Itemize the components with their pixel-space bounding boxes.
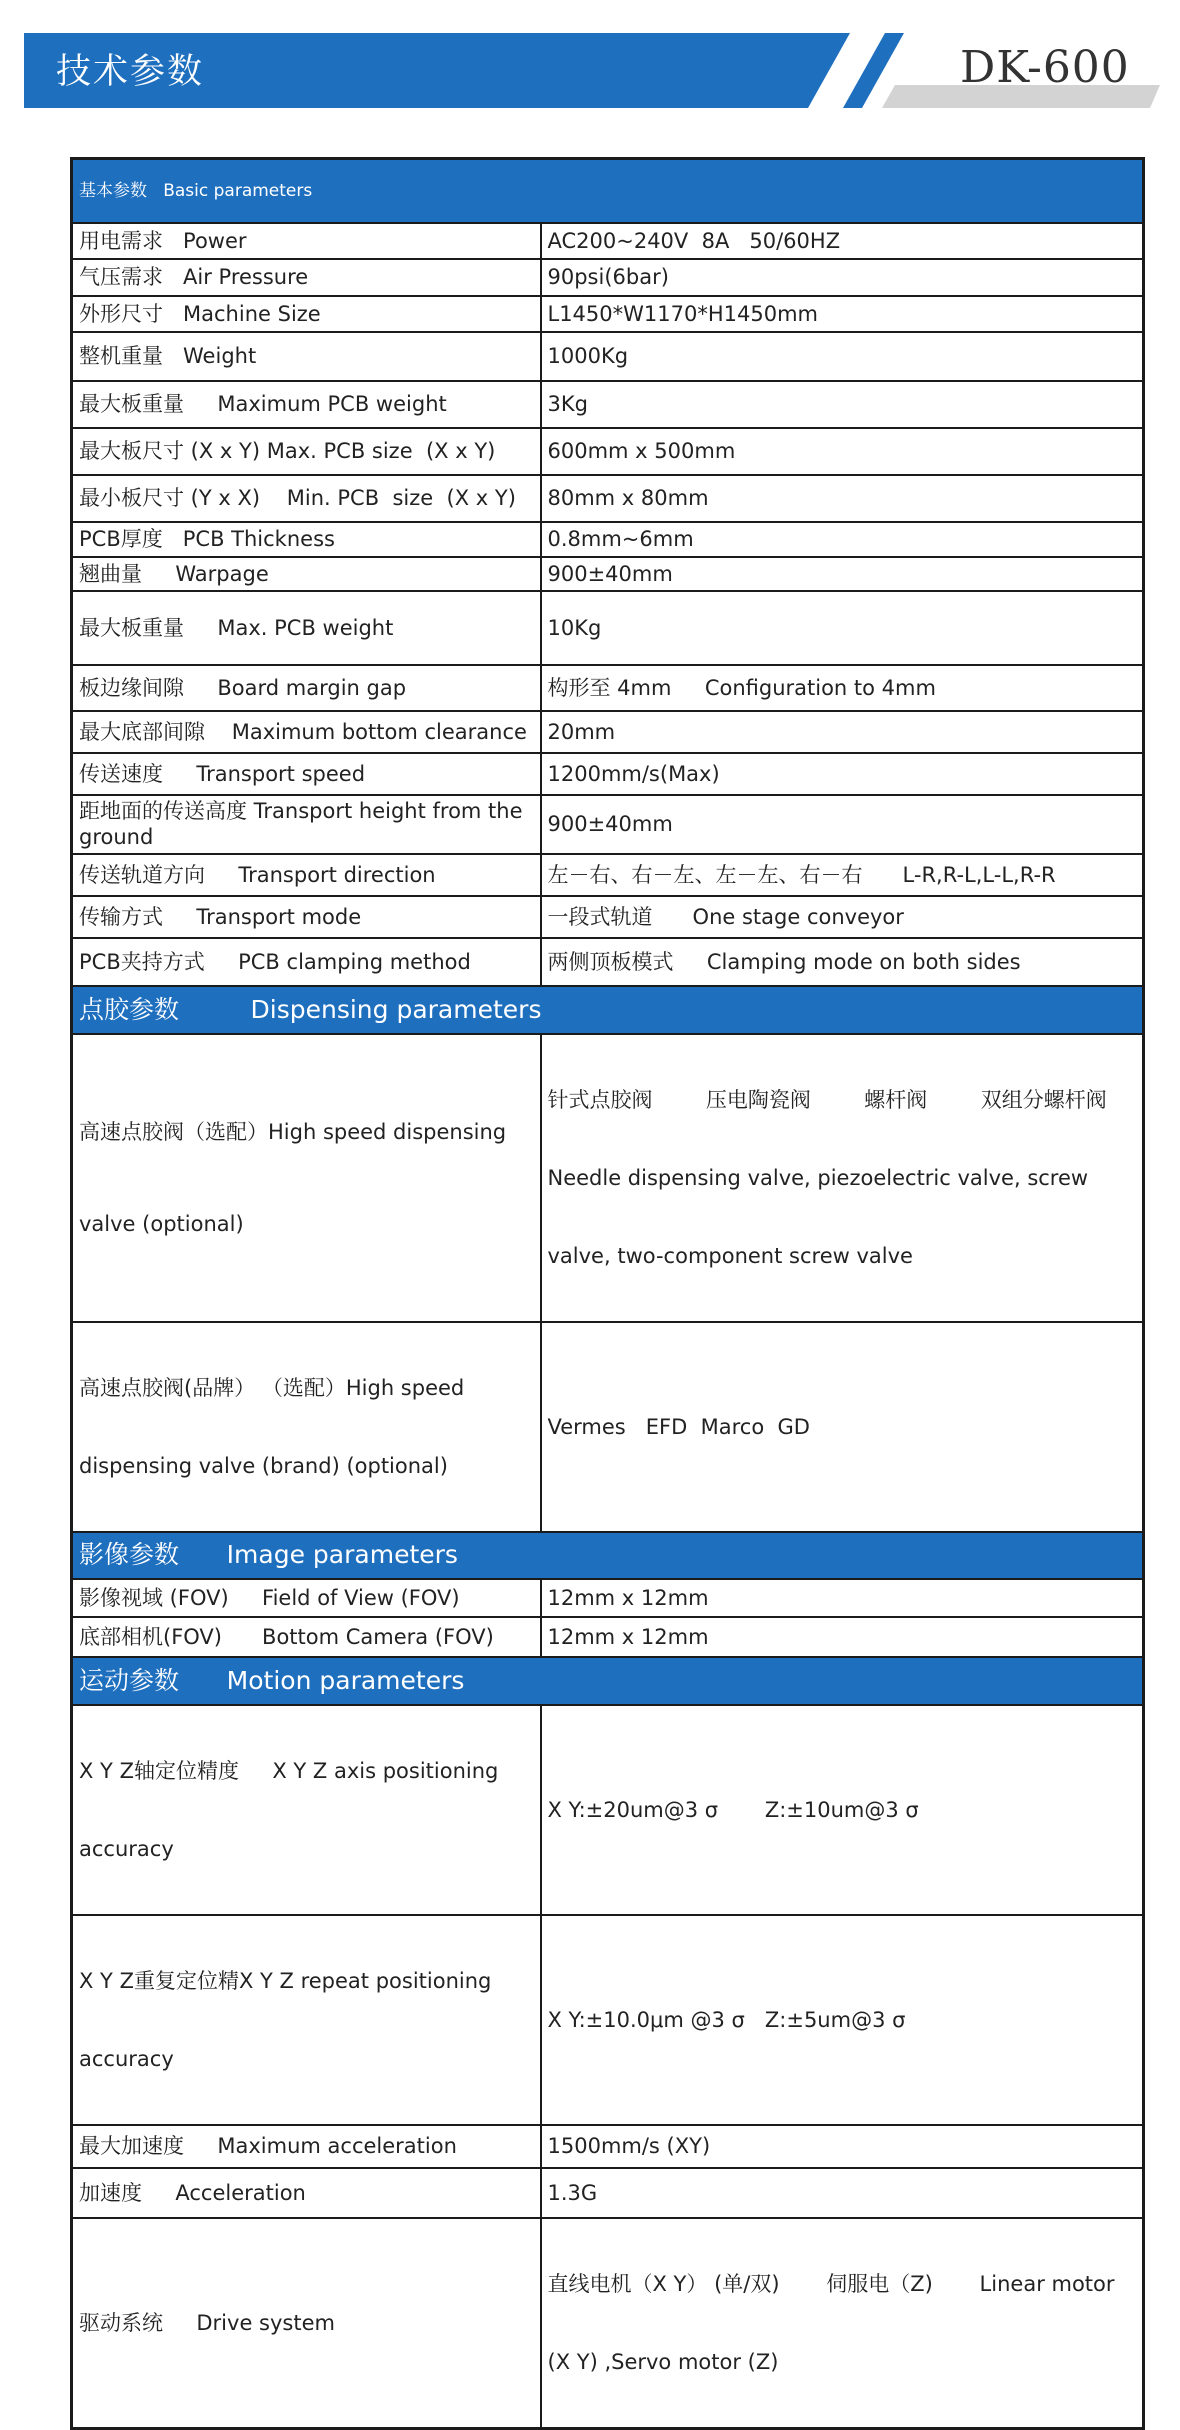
table-row: [72, 223, 1144, 259]
label-line: 高速点胶阀(品牌） （选配）High speed: [79, 1375, 465, 1400]
param-label: 气压需求 Air Pressure: [72, 259, 541, 296]
param-label: PCB夹持方式 PCB clamping method: [72, 938, 541, 986]
param-label: 传送轨道方向 Transport direction: [72, 854, 541, 896]
label-line: X Y Z重复定位精X Y Z repeat positioning: [79, 1968, 492, 1993]
table-row: [72, 2125, 1144, 2168]
param-label: 最大板尺寸 (X x Y) Max. PCB size (X x Y): [72, 428, 541, 475]
param-value: 0.8mm~6mm: [541, 522, 1144, 557]
table-row: [72, 522, 1144, 557]
param-value: X Y:±20um@3 σ Z:±10um@3 σ: [541, 1705, 1144, 1915]
table-row: [72, 1915, 1144, 2125]
param-value: 1.3G: [541, 2168, 1144, 2218]
param-value: 12mm x 12mm: [541, 1579, 1144, 1617]
param-label: 传输方式 Transport mode: [72, 896, 541, 938]
label-line: 高速点胶阀（选配）High speed dispensing: [79, 1119, 507, 1144]
param-value: 20mm: [541, 711, 1144, 753]
section-title: 影像参数 Image parameters: [72, 1532, 1144, 1579]
table-row: [72, 854, 1144, 896]
param-label: 外形尺寸 Machine Size: [72, 296, 541, 332]
param-label: 最小板尺寸 (Y x X) Min. PCB size (X x Y): [72, 475, 541, 522]
param-label: 整机重量 Weight: [72, 332, 541, 381]
param-label: PCB厚度 PCB Thickness: [72, 522, 541, 557]
param-label: [72, 1705, 541, 1915]
param-label: [72, 1322, 541, 1532]
label-line: accuracy: [79, 1836, 174, 1861]
param-value: AC200~240V 8A 50/60HZ: [541, 223, 1144, 259]
param-label: 板边缘间隙 Board margin gap: [72, 665, 541, 711]
param-value: [541, 2218, 1144, 2429]
param-value: 600mm x 500mm: [541, 428, 1144, 475]
table-row: [72, 475, 1144, 522]
table-row: [72, 1617, 1144, 1657]
table-row: [72, 428, 1144, 475]
section-header-image: [72, 1532, 1144, 1579]
label-line: valve (optional): [79, 1211, 244, 1236]
param-value: 1500mm/s (XY): [541, 2125, 1144, 2168]
table-row: [72, 332, 1144, 381]
section-header-motion: [72, 1657, 1144, 1705]
section-title: 点胶参数 Dispensing parameters: [72, 986, 1144, 1034]
table-row: [72, 591, 1144, 665]
param-value: 1000Kg: [541, 332, 1144, 381]
table-row: [72, 896, 1144, 938]
label-line: accuracy: [79, 2046, 174, 2071]
table-row: [72, 665, 1144, 711]
param-value: 1200mm/s(Max): [541, 753, 1144, 795]
param-value: 80mm x 80mm: [541, 475, 1144, 522]
table-row: [72, 938, 1144, 986]
label-line: dispensing valve (brand) (optional): [79, 1453, 448, 1478]
param-label: [72, 1034, 541, 1322]
param-label: 驱动系统 Drive system: [72, 2218, 541, 2429]
param-label: 最大底部间隙 Maximum bottom clearance: [72, 711, 541, 753]
param-value: X Y:±10.0μm @3 σ Z:±5um@3 σ: [541, 1915, 1144, 2125]
value-line: (X Y) ,Servo motor (Z): [547, 2349, 779, 2374]
value-line: valve, two-component screw valve: [547, 1243, 913, 1268]
param-value: [541, 1034, 1144, 1322]
param-label: 传送速度 Transport speed: [72, 753, 541, 795]
table-row: [72, 2218, 1144, 2429]
param-label: 用电需求 Power: [72, 223, 541, 259]
param-label: 加速度 Acceleration: [72, 2168, 541, 2218]
param-label: 最大板重量 Max. PCB weight: [72, 591, 541, 665]
table-row: [72, 296, 1144, 332]
param-value: 900±40mm: [541, 557, 1144, 591]
table-row: [72, 1034, 1144, 1322]
param-value: 两侧顶板模式 Clamping mode on both sides: [541, 938, 1144, 986]
value-line: 针式点胶阀 压电陶瓷阀 螺杆阀 双组分螺杆阀: [547, 1087, 1107, 1112]
param-value: 90psi(6bar): [541, 259, 1144, 296]
table-row: [72, 381, 1144, 428]
header-banner: [0, 0, 1180, 120]
table-row: [72, 259, 1144, 296]
param-value: 900±40mm: [541, 795, 1144, 854]
param-value: 3Kg: [541, 381, 1144, 428]
page-title: 技术参数: [56, 52, 205, 92]
param-label: 底部相机(FOV) Bottom Camera (FOV): [72, 1617, 541, 1657]
param-value: 构形至 4mm Configuration to 4mm: [541, 665, 1144, 711]
param-value: 一段式轨道 One stage conveyor: [541, 896, 1144, 938]
section-title: 运动参数 Motion parameters: [72, 1657, 1144, 1705]
param-label: 最大加速度 Maximum acceleration: [72, 2125, 541, 2168]
value-line: Needle dispensing valve, piezoelectric valve, screw: [547, 1165, 1089, 1190]
param-label: 影像视域 (FOV) Field of View (FOV): [72, 1579, 541, 1617]
table-row: [72, 2168, 1144, 2218]
spec-table: [70, 157, 1145, 2430]
value-line: 直线电机（X Y） (单/双) 伺服电（Z) Linear motor: [547, 2271, 1115, 2296]
param-value: 10Kg: [541, 591, 1144, 665]
model-number: DK-600: [960, 42, 1130, 93]
param-label: 距地面的传送高度 Transport height from the ground: [72, 795, 541, 854]
section-title: 基本参数 Basic parameters: [72, 159, 1144, 223]
section-header-basic: [72, 159, 1144, 223]
table-row: [72, 1322, 1144, 1532]
label-line: X Y Z轴定位精度 X Y Z axis positioning: [79, 1758, 499, 1783]
param-value: 12mm x 12mm: [541, 1617, 1144, 1657]
param-value: Vermes EFD Marco GD: [541, 1322, 1144, 1532]
table-row: [72, 1705, 1144, 1915]
param-label: [72, 1915, 541, 2125]
table-row: [72, 557, 1144, 591]
table-row: [72, 711, 1144, 753]
table-row: [72, 1579, 1144, 1617]
param-value: L1450*W1170*H1450mm: [541, 296, 1144, 332]
param-label: 最大板重量 Maximum PCB weight: [72, 381, 541, 428]
section-header-dispensing: [72, 986, 1144, 1034]
param-value: 左－右、右－左、左－左、右－右 L-R,R-L,L-L,R-R: [541, 854, 1144, 896]
param-label: 翘曲量 Warpage: [72, 557, 541, 591]
table-row: [72, 795, 1144, 854]
table-row: [72, 753, 1144, 795]
